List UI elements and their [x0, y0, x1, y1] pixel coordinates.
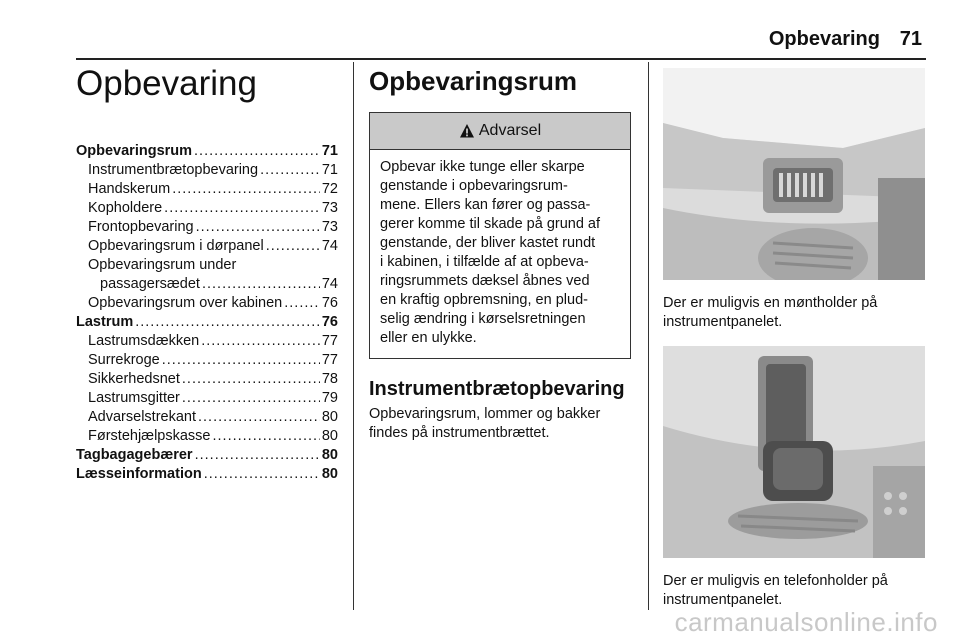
- warning-text-line: genstande i opbevaringsrum-: [380, 178, 568, 194]
- body-text: [369, 405, 631, 443]
- coin-holder-photo: [663, 68, 925, 280]
- watermark: carmanualsonline.info: [674, 607, 938, 637]
- toc-leader-dots: [204, 465, 320, 484]
- toc-entry[interactable]: [76, 389, 338, 408]
- toc-entry-label: Lastrum: [76, 314, 134, 330]
- toc-entry-label: Læsseinformation: [76, 466, 202, 482]
- toc-leader-dots: [172, 180, 320, 199]
- figure-caption-1: [663, 294, 925, 342]
- section-title: Opbevaringsrum: [369, 66, 578, 96]
- warning-header: [370, 113, 630, 150]
- toc-entry[interactable]: [76, 408, 338, 427]
- toc-entry-label: passagersædet: [100, 276, 200, 292]
- toc-entry-page: 71: [321, 143, 338, 159]
- toc-entry[interactable]: [76, 237, 338, 256]
- toc-leader-dots: [201, 332, 320, 351]
- toc-entry-label: Frontopbevaring: [88, 219, 194, 235]
- right-column: [663, 64, 925, 610]
- warning-text-line: gerer komme til skade på grund af: [380, 216, 601, 232]
- toc-entry-page: 80: [321, 409, 338, 425]
- toc-leader-dots: [195, 446, 320, 465]
- warning-text-line: eller en ulykke.: [380, 330, 477, 346]
- body-text-line: Opbevaringsrum, lommer og bakker: [369, 406, 601, 422]
- toc-leader-dots: [202, 275, 320, 294]
- toc-leader-dots: [194, 142, 320, 161]
- toc-entry[interactable]: [76, 275, 338, 294]
- toc-entry-page: 77: [321, 333, 338, 349]
- toc-entry-page: 80: [321, 466, 338, 482]
- toc-entry-page: 73: [321, 219, 338, 235]
- toc-entry-label: Handskerum: [88, 181, 171, 197]
- column-divider-1: [353, 62, 354, 610]
- middle-column: [369, 64, 631, 443]
- body-text-line: findes på instrumentbrættet.: [369, 425, 550, 441]
- header-rule: [76, 58, 926, 60]
- toc-entry[interactable]: [76, 294, 338, 313]
- toc-entry-page: 80: [321, 447, 338, 463]
- toc-entry-label: Instrumentbrætopbevaring: [88, 162, 259, 178]
- toc-leader-dots: [135, 313, 320, 332]
- toc-entry-label: Førstehjælpskasse: [88, 428, 211, 444]
- column-divider-2: [648, 62, 649, 610]
- toc-entry[interactable]: [76, 465, 338, 484]
- warning-text-line: mene. Ellers kan fører og passa-: [380, 197, 591, 213]
- toc-leader-dots: [284, 294, 320, 313]
- warning-text-line: selig ændring i kørselsretningen: [380, 311, 586, 327]
- toc-entry-page: 74: [321, 276, 338, 292]
- toc-leader-dots: [196, 218, 320, 237]
- toc-entry-label: Surrekroge: [88, 352, 160, 368]
- toc-leader-dots: [182, 370, 320, 389]
- toc-leader-dots: [162, 351, 320, 370]
- toc-entry[interactable]: [76, 199, 338, 218]
- toc-leader-dots: [260, 161, 320, 180]
- caption-line: instrumentpanelet.: [663, 314, 783, 330]
- warning-label: Advarsel: [478, 122, 542, 139]
- warning-text-line: en kraftig opbremsning, en plud-: [380, 292, 588, 308]
- caption-line: Der er muligvis en møntholder på: [663, 295, 878, 311]
- warning-text-line: ringsrummets dæksel åbnes ved: [380, 273, 590, 289]
- warning-text-line: i kabinen, i tilfælde af at opbeva-: [380, 254, 589, 270]
- chapter-title: Opbevaring: [76, 64, 257, 103]
- toc-leader-dots: [212, 427, 319, 446]
- warning-text: [370, 150, 630, 358]
- toc-entry-page: 74: [321, 238, 338, 254]
- toc-leader-dots: [198, 408, 320, 427]
- figure-caption-2: [663, 572, 925, 610]
- toc-leader-dots: [266, 237, 320, 256]
- table-of-contents: [76, 142, 338, 484]
- toc-entry-label: Tagbagagebærer: [76, 447, 193, 463]
- toc-entry[interactable]: [76, 218, 338, 237]
- toc-entry[interactable]: [76, 313, 338, 332]
- toc-leader-dots: [164, 199, 320, 218]
- toc-entry[interactable]: [76, 446, 338, 465]
- caption-line: instrumentpanelet.: [663, 592, 783, 608]
- toc-entry-label: Lastrumsdækken: [88, 333, 200, 349]
- toc-entry-label: Lastrumsgitter: [88, 390, 180, 406]
- toc-entry[interactable]: [76, 161, 338, 180]
- left-column: [76, 64, 338, 484]
- toc-leader-dots: [182, 389, 320, 408]
- toc-entry-label: Kopholdere: [88, 200, 163, 216]
- warning-text-line: Opbevar ikke tunge eller skarpe: [380, 159, 585, 175]
- toc-entry-label: Opbevaringsrum: [76, 143, 193, 159]
- subsection-title: Instrumentbrætopbevaring: [369, 378, 625, 400]
- warning-box: [369, 112, 631, 359]
- toc-entry-label: Opbevaringsrum over kabinen: [88, 295, 283, 311]
- phone-holder-photo: [663, 346, 925, 558]
- header-title: Opbevaring: [768, 28, 880, 50]
- toc-entry-label: Sikkerhedsnet: [88, 371, 180, 387]
- toc-entry[interactable]: [76, 351, 338, 370]
- toc-entry-page: 76: [321, 314, 338, 330]
- warning-icon: [459, 123, 475, 139]
- toc-entry[interactable]: [76, 370, 338, 389]
- toc-entry[interactable]: [76, 332, 338, 351]
- toc-entry-page: 80: [321, 428, 338, 444]
- page-header: [0, 28, 960, 54]
- toc-entry-page: 73: [321, 200, 338, 216]
- toc-entry-label: Opbevaringsrum i dørpanel: [88, 238, 264, 254]
- toc-entry[interactable]: [76, 256, 338, 275]
- warning-text-line: genstande, der bliver kastet rundt: [380, 235, 596, 251]
- toc-entry-page: 79: [321, 390, 338, 406]
- toc-entry-page: 78: [321, 371, 338, 387]
- toc-entry-page: 71: [321, 162, 338, 178]
- toc-entry[interactable]: [76, 180, 338, 199]
- toc-entry-page: 77: [321, 352, 338, 368]
- toc-entry-page: 76: [321, 295, 338, 311]
- toc-entry[interactable]: [76, 427, 338, 446]
- caption-line: Der er muligvis en telefonholder på: [663, 573, 888, 589]
- toc-entry-label: Advarselstrekant: [88, 409, 196, 425]
- page-number: 71: [899, 28, 922, 50]
- toc-entry[interactable]: [76, 142, 338, 161]
- toc-entry-label: Opbevaringsrum under: [88, 257, 237, 273]
- toc-entry-page: 72: [321, 181, 338, 197]
